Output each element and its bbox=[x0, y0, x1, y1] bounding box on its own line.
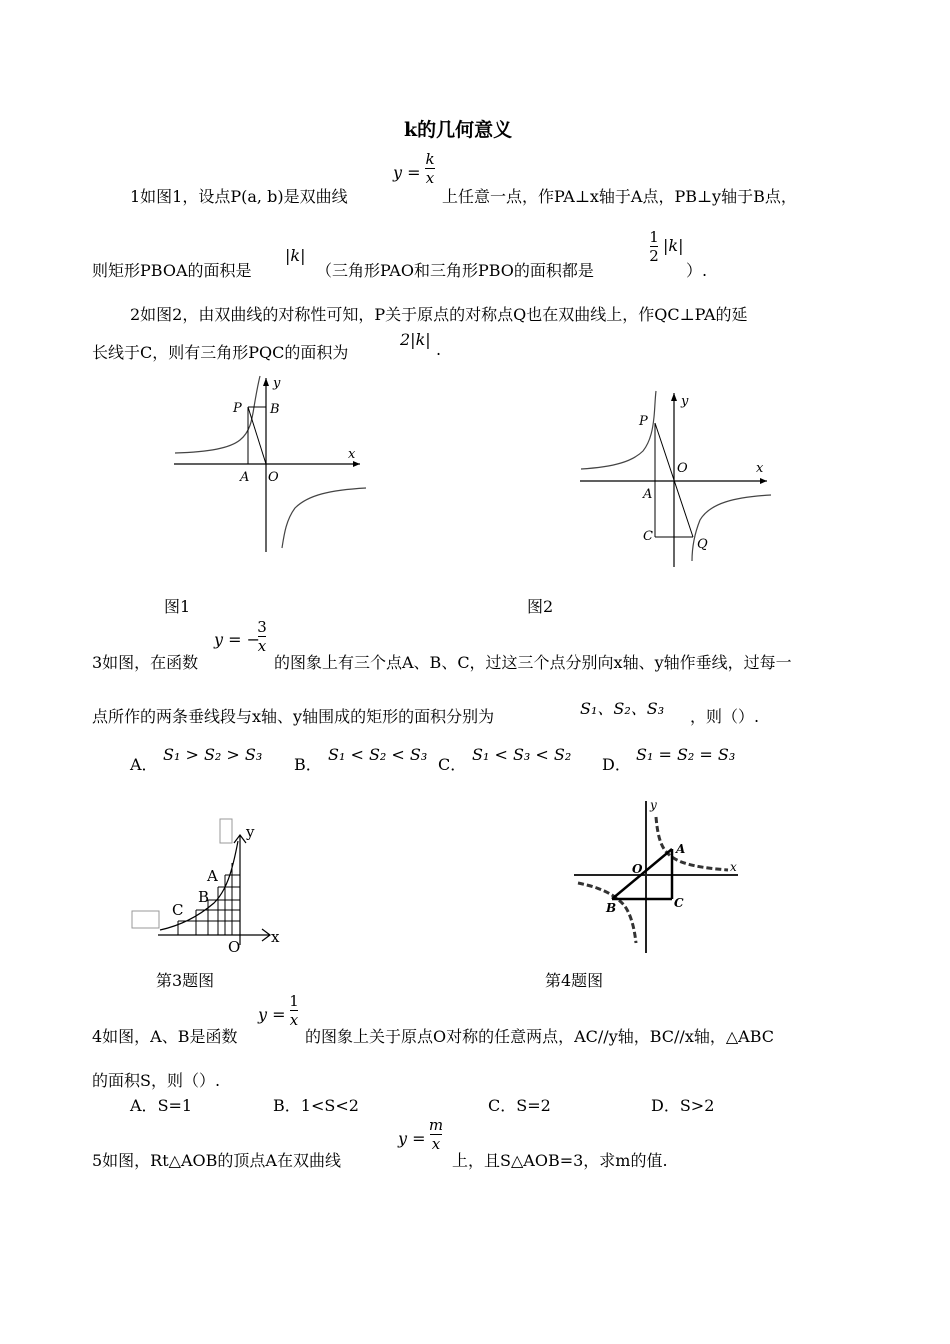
p4-line1-end: 的图象上关于原点O对称的任意两点，AC//y轴，BC//x轴，△ABC bbox=[305, 1027, 774, 1046]
figure-3 bbox=[128, 815, 288, 960]
p3-formula-num: 3 bbox=[257, 618, 267, 636]
p4-formula-num: 1 bbox=[289, 992, 299, 1010]
fig3-label-O: O bbox=[228, 938, 241, 956]
p3-option-c-label: C． bbox=[438, 755, 467, 774]
p5-formula-den: x bbox=[431, 1135, 441, 1153]
fig2-label-y: y bbox=[681, 394, 689, 409]
p5-line1-start: 5如图，Rt△AOB的顶点A在双曲线 bbox=[92, 1151, 341, 1170]
p4-line2: 的面积S，则（）. bbox=[92, 1071, 221, 1090]
p4-formula-den: x bbox=[289, 1011, 299, 1029]
p4-formula-fraction bbox=[288, 992, 300, 1029]
p3-line2-end: ，则（）. bbox=[690, 707, 760, 726]
p3-option-b-label: B． bbox=[294, 755, 322, 774]
p4-line1-start: 4如图，A、B是函数 bbox=[92, 1027, 238, 1046]
fig1-label-y: y bbox=[273, 376, 281, 391]
p3-option-a-text: S₁ > S₂ > S₃ bbox=[163, 745, 263, 764]
p4-option-a: A．S=1 bbox=[130, 1096, 193, 1115]
fig1-label-B: B bbox=[270, 402, 280, 417]
fig3-label-B: B bbox=[198, 888, 210, 906]
p3-line1-end: 的图象上有三个点A、B、C，过这三个点分别向x轴、y轴作垂线，过每一 bbox=[274, 653, 792, 672]
fig2-label-O: O bbox=[677, 461, 688, 476]
p3-s-list: S₁、S₂、S₃ bbox=[580, 699, 665, 718]
fig2-label-C: C bbox=[643, 529, 653, 544]
p1-formula-y: y = bbox=[393, 163, 421, 182]
p5-line1-end: 上，且S△AOB=3，求m的值. bbox=[452, 1151, 668, 1170]
p1-half-num: 1 bbox=[649, 228, 659, 246]
p1-abs-k: |k| bbox=[285, 246, 306, 265]
p1-formula-fraction bbox=[423, 150, 437, 187]
fig4-label-y: y bbox=[650, 798, 657, 812]
fig3-label-y: y bbox=[246, 823, 255, 841]
fig2-label-P: P bbox=[639, 414, 648, 429]
fig1-label-P: P bbox=[233, 401, 242, 416]
p2-line2-start: 长线于C，则有三角形PQC的面积为 bbox=[92, 343, 349, 362]
fig3-label-C: C bbox=[172, 901, 184, 919]
fig4-label-C: C bbox=[674, 896, 684, 910]
p1-half-den: 2 bbox=[649, 247, 659, 265]
page-title: k的几何意义 bbox=[404, 119, 513, 141]
fig1-label-O: O bbox=[268, 470, 279, 485]
p1-formula-num: k bbox=[425, 150, 435, 168]
p1-line1-end: 上任意一点，作PA⊥x轴于A点，PB⊥y轴于B点， bbox=[442, 187, 797, 206]
fig3-label-x: x bbox=[271, 928, 280, 946]
fig2-label-x: x bbox=[756, 461, 764, 476]
fig3-label-A: A bbox=[207, 867, 218, 885]
p1-half-fraction bbox=[648, 228, 660, 265]
p3-formula-y: y = − bbox=[214, 630, 261, 649]
p5-formula-fraction bbox=[428, 1116, 444, 1153]
p4-formula-y: y = bbox=[258, 1005, 286, 1024]
figure-4 bbox=[568, 795, 743, 955]
p4-option-d: D．S>2 bbox=[651, 1096, 715, 1115]
p3-formula-fraction bbox=[256, 618, 268, 655]
figure-1 bbox=[170, 370, 370, 555]
p5-formula-y: y = bbox=[398, 1129, 426, 1148]
p3-line1-start: 3如图，在函数 bbox=[92, 653, 199, 672]
fig1-caption: 图1 bbox=[164, 597, 191, 616]
p3-option-d-text: S₁ = S₂ = S₃ bbox=[636, 745, 736, 764]
p2-two-k: 2|k| bbox=[400, 330, 431, 349]
fig1-label-x: x bbox=[348, 447, 356, 462]
fig2-label-A: A bbox=[643, 487, 653, 502]
fig2-caption: 图2 bbox=[527, 597, 554, 616]
p1-line2-end: ）. bbox=[686, 261, 708, 280]
fig1-label-A: A bbox=[240, 470, 250, 485]
p3-option-c-text: S₁ < S₃ < S₂ bbox=[472, 745, 572, 764]
p4-option-c: C．S=2 bbox=[488, 1096, 551, 1115]
figure-2 bbox=[575, 385, 775, 570]
fig4-label-x: x bbox=[730, 860, 737, 874]
fig2-label-Q: Q bbox=[697, 537, 708, 552]
p3-formula-den: x bbox=[257, 637, 267, 655]
fig4-label-B: B bbox=[606, 901, 617, 915]
fig3-caption: 第3题图 bbox=[156, 971, 215, 990]
p3-line2-start: 点所作的两条垂线段与x轴、y轴围成的矩形的面积分别为 bbox=[92, 707, 495, 726]
p1-line2-mid: （三角形PAO和三角形PBO的面积都是 bbox=[316, 261, 594, 280]
p1-line1-start: 1如图1，设点P(a, b)是双曲线 bbox=[130, 187, 348, 206]
p1-half-k: |k| bbox=[663, 236, 684, 255]
p2-line1: 2如图2，由双曲线的对称性可知，P关于原点的对称点Q也在双曲线上，作QC⊥PA的延 bbox=[130, 305, 748, 324]
fig4-caption: 第4题图 bbox=[545, 971, 604, 990]
p1-formula-den: x bbox=[425, 169, 435, 187]
p2-line2-end: . bbox=[436, 340, 442, 359]
p5-formula-num: m bbox=[428, 1116, 444, 1134]
p3-option-a-label: A． bbox=[130, 755, 158, 774]
p4-option-b: B．1<S<2 bbox=[273, 1096, 359, 1115]
fig4-label-A: A bbox=[676, 842, 686, 856]
p3-option-b-text: S₁ < S₂ < S₃ bbox=[328, 745, 428, 764]
p3-option-d-label: D． bbox=[602, 755, 631, 774]
fig4-label-O: O bbox=[632, 862, 643, 876]
p1-line2-start: 则矩形PBOA的面积是 bbox=[92, 261, 252, 280]
